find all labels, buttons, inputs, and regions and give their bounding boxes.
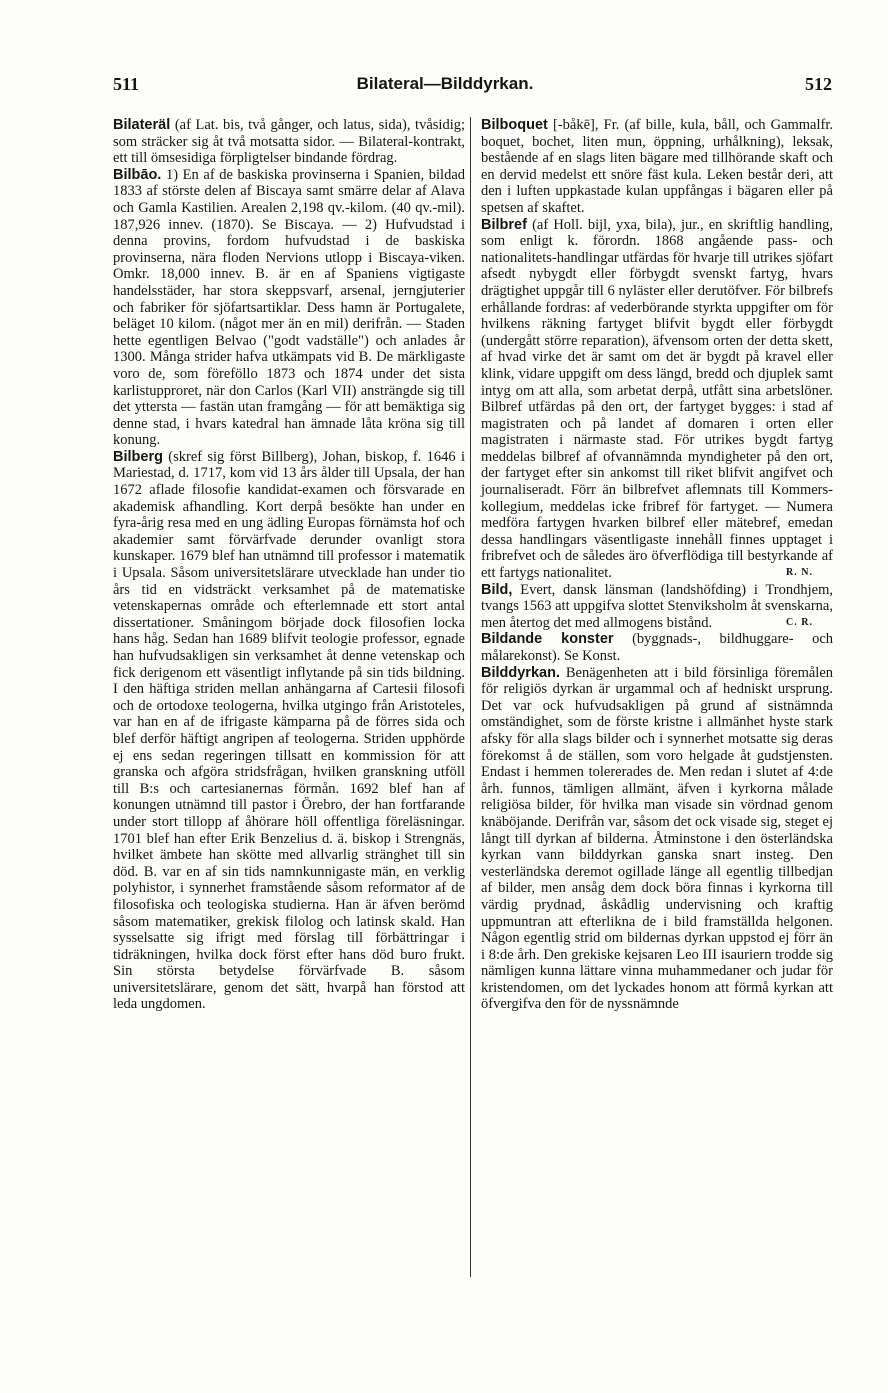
entry-bilbref — [481, 217, 833, 582]
entry-bilddyrkan — [481, 665, 833, 1013]
column-divider — [470, 117, 471, 1277]
entry-text: (skref sig först Billberg), Johan, biskop, f. 1646 i Mariestad, d. 1717, kom vid 13 års ålder till Upsala, der han 1672 aflade filosofie kandidat-examen och försvarade en akademisk afhandling. Kort derpå besökte han under en fyra-årig resa med en ung ädling Europas förnämsta hof och akademier samt förvärfvade derunder ovanligt stora kunskaper. 1679 blef han utnämnd till professor i matematik i Upsala. Såsom universitetslärare utvecklade han under tio års tid en vidsträckt verksamhet på de matematiske vetenskapernas område och efterlemnade ett stort antal dissertationer. Småningom började dock filosofien locka hans håg. Sedan han 1689 blifvit teologie professor, egnade han hufvudsakligen sin verksamhet åt denne vetenskap och fick derigenom ett väsentligt inflytande på sin tids bildning. I den häftiga striden mellan anhängarna af Cartesii filosofi och de ortodoxe teologerna, hvilka utgingo från Aristoteles, var han en af de ifrigaste kämparna på de förres sida och blef derför häftigt angripen af teologerna. Striden upphörde ej ens sedan regeringen tillsatt en kommission för att granska och afgöra stridsfrågan, hvilken granskning utföll till B:s och cartesianernas förmån. 1692 blef han af konungen utnämnd till pastor i Örebro, der han fortfarande under stort tillopp af åhörare höll offentliga föreläsningar. 1701 blef han efter Erik Benzelius d. ä. biskop i Strengnäs, hvilket ämbete han skötte med allvarlig stränghet till sin död. B. var en af sin tids namnkunnigaste män, en verklig polyhistor, i synnerhet framstående såsom reformator af de filosofiska och teologiska studierna. Han är äfven berömd såsom matematiker, grekisk filolog och latinsk skald. Han sysselsatte sig ifrigt med förslag till förbättringar i tidräkningen, hvilka dock först efter hans död buro frukt. Sin största betydelse förvärfvade B. såsom universitetslärare, genom det sätt, hvarpå han förstod att leda ungdomen. — [113, 448, 465, 1013]
entry-text: [-båkē], Fr. (af bille, kula, båll, och Gammalfr. boquet, bochet, liten mun, öppning, urhålkning), leksak, bestående af en slags liten bägare med tillhörande skaft och en dervid medelst ett snöre fäst kula. Leken består deri, att den i luften uppkastade kulan uppfångas i bägaren eller på spetsen af skaftet. — [481, 117, 834, 216]
headword: Bilateräl — [113, 117, 171, 133]
headword: Bildande konster — [481, 631, 614, 648]
entry-bilbao — [113, 167, 465, 449]
page-number-right: 512 — [805, 74, 832, 94]
headword: Bilberg — [113, 448, 163, 465]
page-number-left: 511 — [113, 74, 140, 94]
author-signature: C. R. — [786, 616, 813, 628]
entry-bild — [481, 582, 833, 632]
entry-text: (af Lat. bis, två gånger, och latus, sida), tvåsidig; som sträcker sig åt två motsatta sidor. — Bilateral-kontrakt, ett till ömsesidiga förpligtelser bindande fördrag. — [113, 117, 466, 167]
headword: Bilbref — [481, 216, 527, 233]
headword: Bild, — [481, 581, 513, 598]
entry-text: (byggnads-, bildhuggare- och målarekonst). Se Konst. — [481, 631, 834, 664]
headword: Bilbāo. — [113, 166, 162, 183]
author-signature: R. N. — [786, 567, 813, 579]
headword: Bilboquet — [481, 117, 548, 133]
entry-bilateral — [113, 117, 465, 167]
headword: Bilddyrkan. — [481, 664, 560, 681]
entry-text: Evert, dansk länsman (landshöfding) i Trondhjem, tvangs 1563 att uppgifva slottet Stenviksholm åt svenskarna, men återtog det med allmogens bistånd. — [481, 581, 834, 631]
left-column — [113, 117, 465, 1013]
right-column — [481, 117, 833, 1013]
entry-text: (af Holl. bijl, yxa, bila), jur., en skriftlig handling, som enligt k. förordn. 1868 angående pass- och nationalitets-handlingar utfärdas för hvarje till utrikes sjöfart afsedt nybygdt eller förbygdt svenskt fartyg, hvars drägtighet uppgår till 6 nyläster eller derutöfver. För bilbrefs erhållande fordras: af vederbörande styrkta uppgifter om för hvilkens räkning fartyget blifvit bygdt eller förbygdt (undergått större reparation), äfvensom orten der detta skett, af hvad virke det är samt om det är bygdt på kravel eller klink, vidare uppgift om dess längd, bredd och djuplek samt intyg om att alla, som arbetat derpå, utfått sina arbetslöner. Bilbref utfärdas på den ort, der fartyget bygges: i stad af magistraten och på landet af domaren i orten eller magistraten i närmaste stad. För utrikes bygdt fartyg meddelas bilbref af ofvannämnda myndigheter på den ort, der fartyget efter sin ankomst till riket blifvit angifvet och journaliseradt. Förr än bilbrefvet aflemnats till Kommers-kollegium, meddelas icke fribref för fartyget. — Numera medföra fartygen hvarken bilbref eller mätebref, emedan dessa handlingars väsentligaste innehåll finnes upptaget i fribrefvet och de således äro öfverflödiga till bestyrkande af ett fartygs nationalitet. — [481, 216, 833, 582]
entry-text: Benägenheten att i bild försinliga föremålen för religiös dyrkan är urgammal och af hedniskt ursprung. Det var ock hufvudsakligen på grund af sistnämnda omständighet, som de förste kristne i allmänhet hyste stark afsky för alla slags bilder och i synnerhet motsatte sig deras förekomst å de ställen, som voro helgade åt gudstjensten. Endast i hemmen tolererades de. Men redan i slutet af 4:de årh. funnos, tämligen allmänt, äfven i kyrkorna målade religiösa bilder, för hvilka man visade sin vördnad genom knäböjande. Derifrån var, såsom det ock visade sig, steget ej långt till dyrkan af bilderna. Åtminstone i den österländska kyrkan vann bilddyrkan ganska snart insteg. Den vesterländska deremot ogillade länge all egentlig tillbedjan af bilder, men ansåg dem dock böra finnas i kyrkorna till värdig prydnad, åskådlig undervisning och kraftig uppmuntran att efterlikna de i bild framställda helgonen. Någon egentlig strid om bildernas dyrkan uppstod ej förr än i 8:de årh. Den grekiske kejsaren Leo III isauriern trodde sig nämligen kunna lättare vinna muhammedaner och judar för kristendomen, om det lyckades honom att förmå kyrkan att öfvergifva den för de nyssnämnde — [481, 664, 833, 1013]
running-head: Bilateral—Bilddyrkan. — [356, 74, 534, 93]
entry-bildande-konster — [481, 631, 833, 664]
entry-text: 1) En af de baskiska provinserna i Spanien, bildad 1833 af störste delen af Biscaya samt smärre delar af Alava och Gamla Kastilien. Arealen 2,198 qv.-kilom. (40 qv.-mil). 187,926 innev. (1870). Se Biscaya. — 2) Hufvudstad i denna provins, fordom hufvudstad i de baskiska provinserna, nära floden Nervions utlopp i Biscaya-viken. Omkr. 18,000 innev. B. är en af Spaniens vigtigaste handelsstäder, har stora skeppsvarf, arsenal, jerngjuterier och fabriker för sjöfartsartiklar. Dess hamn är Portugalete, beläget 10 kilom. (något mer än en mil) derifrån. — Staden hette egentligen Belvao ("godt vadställe") och anlades år 1300. Många strider hafva utkämpats vid B. De märkligaste voro de, som föreföllo 1873 och 1874 under det sista karlistupproret, när don Carlos (Karl VII) ansträngde sig till det yttersta — fastän utan framgång — för att bemäktiga sig denne stad, i hvars katedral han ämnade låta kröna sig till konung. — [113, 166, 466, 449]
entry-bilberg — [113, 449, 465, 1013]
entry-bilboquet — [481, 117, 833, 217]
